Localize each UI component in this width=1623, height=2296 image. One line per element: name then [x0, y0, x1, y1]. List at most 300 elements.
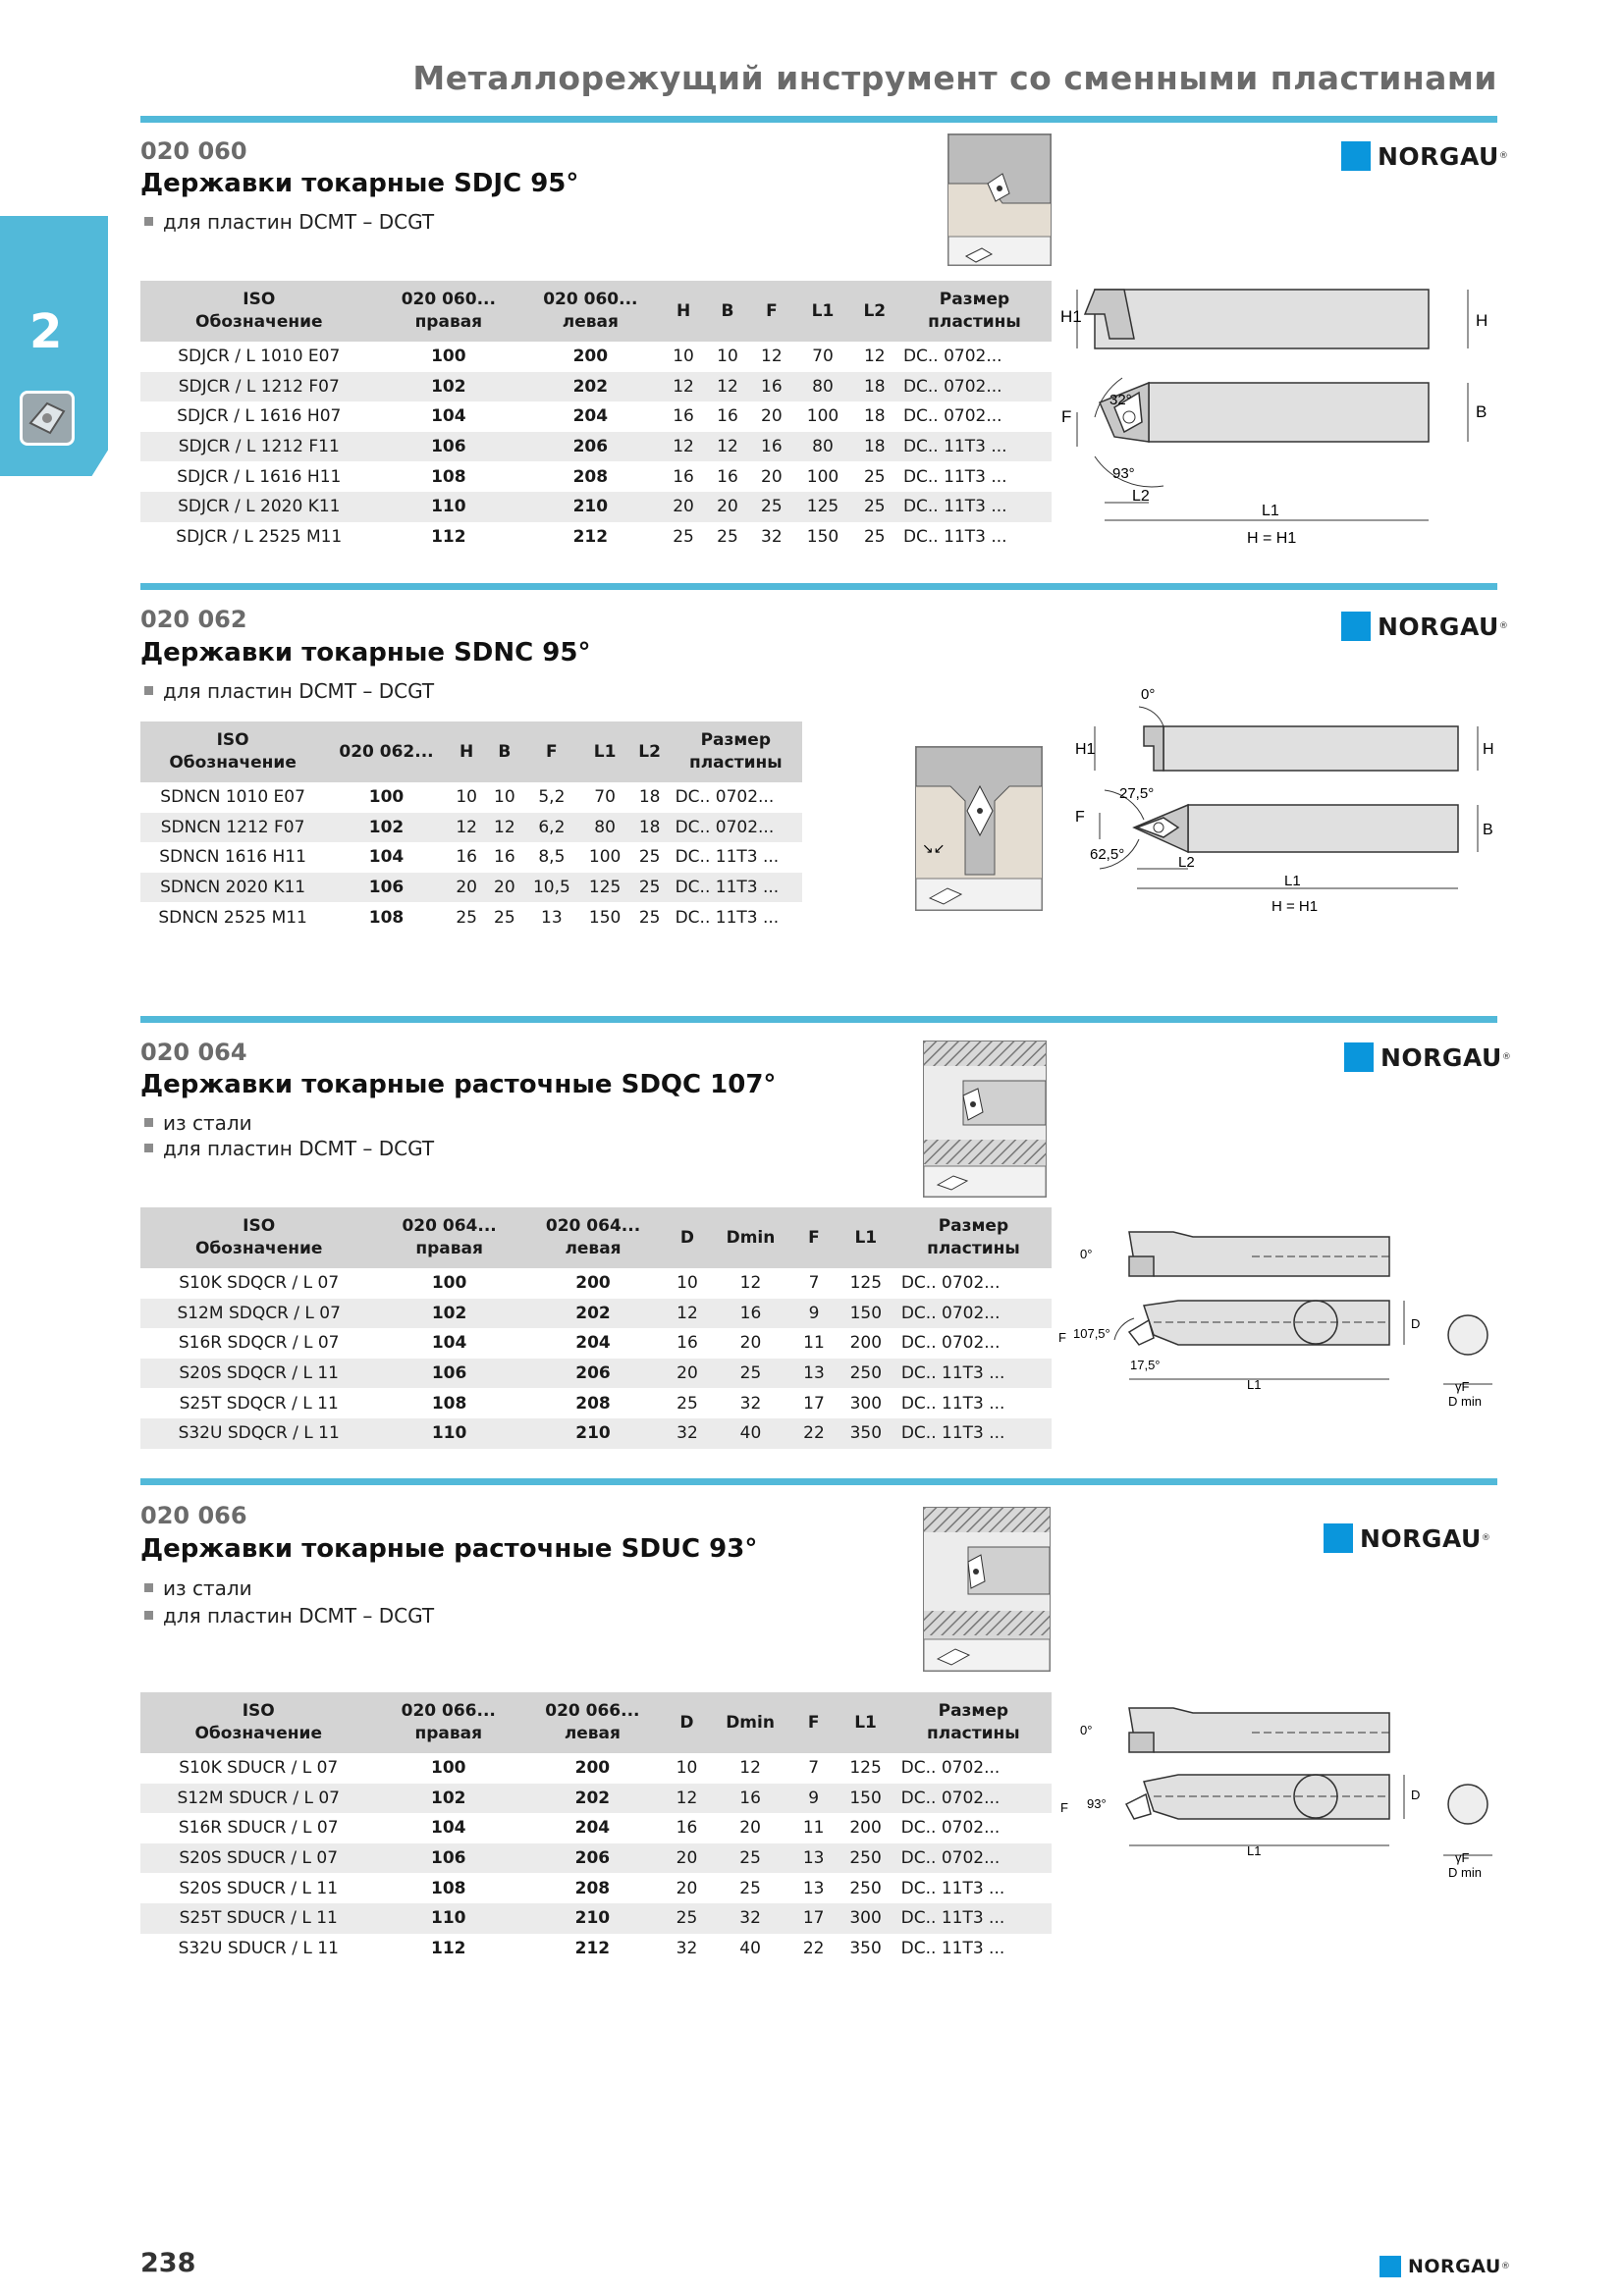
table-cell: SDNCN 1010 E07	[160, 787, 305, 808]
table-cell: 110	[376, 1903, 520, 1934]
table-cell: 32	[739, 1393, 762, 1414]
col-iso: ISO Обозначение	[140, 281, 378, 342]
spec-table	[140, 281, 1052, 552]
table-cell: 104	[431, 406, 466, 427]
table-cell: 104	[368, 847, 405, 868]
table-cell: 13	[791, 1843, 837, 1874]
table-cell: 17	[803, 1393, 825, 1414]
col-iso: ISO Обозначение	[140, 721, 325, 782]
col-h: H	[448, 721, 486, 782]
section-title: Державки токарные SDNC 95°	[140, 638, 591, 667]
dim-l1-label: L1	[1284, 873, 1301, 889]
col-l1: L1	[836, 1692, 894, 1753]
table-cell: 350	[837, 1418, 895, 1449]
table-row	[140, 1843, 1052, 1874]
table-cell: 18	[852, 372, 897, 402]
table-cell: S25T SDUCR / L 11	[140, 1903, 376, 1934]
table-cell: 104	[431, 1818, 466, 1839]
table-row	[140, 1268, 1052, 1299]
table-cell: 110	[377, 1418, 520, 1449]
table-cell: DC.. 11T3 ...	[895, 1359, 1052, 1389]
dim-f-label: F	[1075, 809, 1085, 826]
table-cell: 210	[520, 1903, 665, 1934]
dim-b-label: B	[1483, 822, 1493, 838]
table-cell: 80	[793, 372, 851, 402]
table-cell: 25	[665, 1903, 710, 1934]
table-cell: 12	[485, 813, 523, 843]
table-cell: 16	[456, 847, 477, 868]
table-cell: 7	[808, 1273, 820, 1294]
table-cell: DC.. 11T3 ...	[897, 432, 1052, 462]
col-l1: L1	[793, 281, 851, 342]
table-cell: 300	[849, 1393, 883, 1414]
table-cell: 12	[706, 372, 750, 402]
dim-equation-label: H = H1	[1271, 898, 1319, 915]
table-row	[140, 342, 1052, 372]
dim-equation-label: H = H1	[1247, 530, 1297, 547]
table-cell: 9	[791, 1299, 836, 1329]
col-iso: ISO Обозначение	[140, 1692, 376, 1753]
table-cell: 18	[630, 813, 670, 843]
table-cell: 250	[836, 1843, 894, 1874]
table-cell: 16	[676, 1818, 698, 1839]
table-cell: 25	[852, 492, 897, 522]
table-cell: SDJCR / L 1010 E07	[178, 347, 341, 367]
table-cell: 25	[739, 1878, 761, 1898]
table-cell: 110	[378, 492, 520, 522]
dim-l2-label: L2	[1178, 854, 1195, 871]
section-code: 020 066	[140, 1502, 247, 1529]
table-cell: 208	[572, 466, 609, 487]
table-cell: 25	[494, 907, 515, 928]
table-cell: 202	[521, 1299, 665, 1329]
table-cell: 32	[676, 1938, 698, 1958]
table-cell: DC.. 0702...	[670, 813, 802, 843]
table-cell: 16	[673, 406, 694, 427]
table-cell: DC.. 11T3 ...	[895, 1418, 1052, 1449]
table-cell: 106	[376, 1843, 520, 1874]
table-cell: 204	[574, 1818, 611, 1839]
table-cell: SDJCR / L 1212 F11	[140, 432, 378, 462]
table-cell: SDJCR / L 1212 F07	[140, 372, 378, 402]
table-cell: SDNCN 1616 H11	[159, 847, 306, 868]
table-cell: 16	[494, 847, 515, 868]
table-row	[140, 1873, 1052, 1903]
table-cell: S20S SDUCR / L 11	[179, 1878, 339, 1898]
table-cell: 12	[761, 347, 783, 367]
col-code: 020 062...	[325, 721, 448, 782]
table-cell: SDJCR / L 1616 H11	[177, 466, 342, 487]
table-cell: DC.. 0702...	[895, 1784, 1052, 1814]
table-cell: 25	[456, 907, 477, 928]
norgau-logo: NORGAU ®	[1344, 1042, 1511, 1072]
holder-thumbnail	[923, 1041, 1047, 1198]
spec-table	[140, 1692, 1052, 1963]
col-f: F	[791, 1692, 837, 1753]
table-cell: 10	[456, 787, 477, 808]
table-cell: 25	[709, 1843, 791, 1874]
table-cell: 80	[793, 432, 851, 462]
table-cell: 8,5	[538, 847, 566, 868]
table-row	[140, 1388, 1052, 1418]
dim-l1-label: L1	[1262, 503, 1279, 519]
table-cell: 20	[739, 1333, 762, 1354]
sdjc-dimension-drawing	[1055, 275, 1517, 560]
table-row	[140, 1328, 1052, 1359]
table-cell: 100	[431, 1758, 466, 1779]
table-row	[140, 401, 1052, 432]
table-cell: 9	[791, 1784, 837, 1814]
dim-d-label: D	[1411, 1316, 1421, 1331]
table-cell: 102	[378, 372, 520, 402]
page-title: Металлорежущий инструмент со сменными пластинами	[412, 59, 1497, 97]
table-cell: 20	[448, 873, 486, 903]
table-header-row	[140, 281, 1052, 342]
table-cell: DC.. 0702...	[900, 1273, 1001, 1294]
table-row	[140, 461, 1052, 492]
table-row	[140, 1359, 1052, 1389]
table-row	[140, 1299, 1052, 1329]
section-rule	[140, 583, 1497, 590]
table-cell: 250	[837, 1359, 895, 1389]
col-insert-size: Размер пластины	[897, 281, 1052, 342]
section-title: Державки токарные расточные SDQC 107°	[140, 1070, 777, 1099]
table-cell: DC.. 11T3 ...	[895, 1903, 1052, 1934]
table-cell: 11	[803, 1333, 825, 1354]
table-cell: 100	[431, 347, 466, 367]
table-row	[140, 873, 802, 903]
table-cell: 200	[574, 1758, 611, 1779]
table-cell: 125	[849, 1273, 883, 1294]
table-cell: 350	[849, 1938, 882, 1958]
dim-f-label: F	[1060, 1800, 1068, 1815]
table-cell: DC.. 0702...	[675, 787, 775, 808]
col-insert-size: Размер пластины	[670, 721, 802, 782]
table-cell: 20	[761, 466, 783, 487]
table-cell: 212	[572, 526, 609, 547]
col-l1: L1	[837, 1207, 895, 1268]
table-cell: SDNCN 2020 K11	[140, 873, 325, 903]
angle-label: 27,5°	[1119, 785, 1155, 802]
table-cell: 25	[717, 526, 738, 547]
table-cell: DC.. 11T3 ...	[675, 907, 780, 928]
dim-l2-label: L2	[1132, 488, 1150, 505]
table-cell: 25	[863, 466, 886, 487]
angle-label: 93°	[1112, 465, 1135, 482]
dim-dmin-label: D min	[1448, 1394, 1482, 1409]
table-cell: 25	[630, 873, 670, 903]
table-cell: S16R SDUCR / L 07	[178, 1818, 339, 1839]
table-cell: S10K SDQCR / L 07	[179, 1273, 340, 1294]
spec-table	[140, 1207, 1052, 1449]
angle-label: 17,5°	[1130, 1358, 1161, 1372]
dim-dmin-label: D min	[1448, 1865, 1482, 1880]
table-cell: 6,2	[523, 813, 579, 843]
table-cell: SDNCN 2525 M11	[158, 907, 307, 928]
col-dmin: Dmin	[710, 1207, 792, 1268]
table-cell: 20	[662, 492, 706, 522]
sdqc-dimension-drawing	[1055, 1212, 1507, 1428]
table-cell: DC.. 11T3 ...	[900, 1878, 1005, 1898]
section-code: 020 064	[140, 1039, 247, 1066]
table-cell: 12	[665, 1784, 710, 1814]
col-d: D	[665, 1207, 709, 1268]
dim-h1-label: H1	[1075, 741, 1096, 758]
table-cell: DC.. 11T3 ...	[900, 1938, 1005, 1958]
col-dmin: Dmin	[709, 1692, 791, 1753]
angle-label: 32°	[1109, 392, 1132, 408]
table-row	[140, 492, 1052, 522]
table-cell: 206	[520, 1843, 665, 1874]
svg-text:↘↙: ↘↙	[922, 840, 946, 856]
norgau-logo: NORGAU ®	[1324, 1523, 1490, 1553]
table-row	[140, 1753, 1052, 1784]
table-cell: 18	[852, 432, 897, 462]
table-cell: 20	[665, 1359, 709, 1389]
table-cell: DC.. 11T3 ...	[902, 526, 1007, 547]
table-cell: 200	[572, 347, 609, 367]
table-cell: 200	[849, 1818, 882, 1839]
table-cell: 212	[574, 1938, 611, 1958]
table-cell: 104	[431, 1333, 467, 1354]
table-cell: DC.. 11T3 ...	[675, 847, 780, 868]
table-cell: 11	[802, 1818, 825, 1839]
table-cell: 200	[575, 1273, 611, 1294]
table-cell: S16R SDQCR / L 07	[178, 1333, 340, 1354]
table-cell: 13	[802, 1878, 825, 1898]
table-cell: 16	[709, 1784, 791, 1814]
table-cell: 150	[836, 1784, 894, 1814]
table-cell: S10K SDUCR / L 07	[179, 1758, 339, 1779]
table-cell: 100	[806, 466, 839, 487]
table-cell: 12	[739, 1273, 762, 1294]
table-cell: 20	[739, 1818, 761, 1839]
table-cell: 20	[665, 1843, 710, 1874]
angle-label: 93°	[1087, 1796, 1107, 1811]
table-cell: S25T SDQCR / L 11	[179, 1393, 339, 1414]
table-cell: 108	[431, 1878, 466, 1898]
table-cell: 150	[588, 907, 622, 928]
table-cell: 20	[676, 1878, 698, 1898]
table-cell: 206	[519, 432, 662, 462]
table-cell: 102	[377, 1299, 520, 1329]
section-code: 020 060	[140, 137, 247, 165]
table-cell: 70	[594, 787, 616, 808]
dim-h1-label: H1	[1060, 307, 1082, 326]
table-cell: DC.. 0702...	[902, 347, 1002, 367]
table-cell: 16	[717, 466, 738, 487]
sduc-dimension-drawing	[1055, 1688, 1507, 1895]
table-cell: SDJCR / L 1616 H07	[177, 406, 342, 427]
table-cell: 112	[431, 526, 466, 547]
table-cell: 16	[676, 1333, 698, 1354]
table-header-row	[140, 1692, 1052, 1753]
table-row	[140, 1784, 1052, 1814]
col-l2: L2	[852, 281, 897, 342]
angle-label: 107,5°	[1073, 1326, 1110, 1341]
table-cell: 16	[673, 466, 694, 487]
table-cell: 12	[665, 1299, 709, 1329]
col-left: 020 060... левая	[519, 281, 662, 342]
table-cell: 17	[791, 1903, 837, 1934]
table-cell: 10	[717, 347, 738, 367]
table-cell: 13	[541, 907, 563, 928]
section-code: 020 062	[140, 606, 247, 633]
table-cell: 202	[520, 1784, 665, 1814]
dim-gamma-f-label: γF	[1455, 1379, 1470, 1394]
table-cell: 102	[325, 813, 448, 843]
table-row	[140, 1813, 1052, 1843]
table-cell: 100	[431, 1273, 467, 1294]
table-cell: 80	[580, 813, 630, 843]
table-cell: 16	[749, 432, 793, 462]
table-cell: 16	[749, 372, 793, 402]
col-left: 020 066... левая	[520, 1692, 665, 1753]
header-rule	[140, 116, 1497, 123]
dim-gamma-f-label: γF	[1455, 1850, 1470, 1865]
dim-d-label: D	[1411, 1788, 1421, 1802]
page-number: 238	[140, 2248, 196, 2278]
table-cell: 204	[572, 406, 609, 427]
dim-b-label: B	[1476, 402, 1488, 421]
angle-label: 0°	[1080, 1247, 1093, 1261]
section-title: Державки токарные расточные SDUC 93°	[140, 1534, 758, 1564]
table-cell: SDNCN 1212 F07	[140, 813, 325, 843]
section-title: Державки токарные SDJC 95°	[140, 169, 579, 198]
col-iso: ISO Обозначение	[140, 1207, 377, 1268]
table-cell: DC.. 11T3 ...	[902, 466, 1007, 487]
table-cell: S32U SDUCR / L 11	[178, 1938, 339, 1958]
dim-h-label: H	[1476, 311, 1488, 330]
table-cell: 106	[325, 873, 448, 903]
table-cell: 108	[431, 1393, 467, 1414]
dim-f-label: F	[1058, 1330, 1066, 1345]
section-rule	[140, 1016, 1497, 1023]
table-cell: 100	[588, 847, 622, 868]
table-cell: 10,5	[523, 873, 579, 903]
table-row	[140, 432, 1052, 462]
table-cell: 25	[863, 526, 886, 547]
col-h: H	[662, 281, 706, 342]
angle-label: 0°	[1080, 1723, 1093, 1737]
bullet-item: из стали	[144, 1576, 252, 1600]
table-cell: 208	[575, 1393, 611, 1414]
table-cell: DC.. 0702...	[902, 406, 1002, 427]
col-f: F	[749, 281, 793, 342]
table-cell: 12	[662, 432, 706, 462]
col-d: D	[665, 1692, 710, 1753]
section-rule	[140, 1478, 1497, 1485]
table-cell: 25	[676, 1393, 698, 1414]
norgau-footer-logo: NORGAU ®	[1380, 2256, 1510, 2277]
table-cell: S12M SDQCR / L 07	[140, 1299, 377, 1329]
table-cell: DC.. 0702...	[897, 372, 1052, 402]
table-cell: 106	[378, 432, 520, 462]
table-row	[140, 522, 1052, 553]
table-cell: 13	[791, 1359, 836, 1389]
dim-l1-label: L1	[1247, 1377, 1262, 1392]
table-cell: 202	[519, 372, 662, 402]
table-cell: 100	[368, 787, 405, 808]
table-cell: S12M SDUCR / L 07	[140, 1784, 376, 1814]
col-right: 020 066... правая	[376, 1692, 520, 1753]
table-cell: 25	[673, 526, 694, 547]
col-f: F	[523, 721, 579, 782]
table-cell: 300	[836, 1903, 894, 1934]
table-cell: 100	[806, 406, 839, 427]
table-cell: 32	[709, 1903, 791, 1934]
table-cell: 25	[638, 907, 661, 928]
dim-l1-label: L1	[1247, 1843, 1262, 1858]
table-cell: 12	[739, 1758, 761, 1779]
table-cell: 25	[710, 1359, 792, 1389]
chapter-number: 2	[29, 304, 63, 359]
table-row	[140, 1418, 1052, 1449]
table-cell: 10	[676, 1758, 698, 1779]
table-cell: 5,2	[538, 787, 566, 808]
table-cell: 25	[638, 847, 661, 868]
dim-f-label: F	[1061, 407, 1072, 426]
table-cell: 210	[519, 492, 662, 522]
table-cell: 22	[802, 1938, 825, 1958]
table-row	[140, 1934, 1052, 1964]
table-cell: SDJCR / L 2525 M11	[176, 526, 343, 547]
table-cell: 206	[521, 1359, 665, 1389]
table-cell: 18	[863, 406, 886, 427]
table-cell: 32	[665, 1418, 709, 1449]
col-left: 020 064... левая	[521, 1207, 665, 1268]
col-l2: L2	[630, 721, 670, 782]
table-cell: 125	[580, 873, 630, 903]
table-cell: DC.. 0702...	[900, 1333, 1001, 1354]
table-cell: DC.. 0702...	[900, 1818, 1001, 1839]
holder-thumbnail	[923, 1507, 1051, 1672]
col-b: B	[485, 721, 523, 782]
norgau-logo: NORGAU ®	[1341, 612, 1508, 641]
table-cell: SDJCR / L 2020 K11	[140, 492, 378, 522]
table-cell: DC.. 11T3 ...	[897, 492, 1052, 522]
holder-thumbnail	[947, 133, 1052, 266]
bullet-item: для пластин DCMT – DCGT	[144, 1137, 434, 1160]
table-cell: 22	[791, 1418, 836, 1449]
bullet-item: для пластин DCMT – DCGT	[144, 1604, 434, 1628]
table-cell: 40	[739, 1938, 761, 1958]
table-cell: DC.. 0702...	[895, 1843, 1052, 1874]
table-cell: S20S SDQCR / L 11	[140, 1359, 377, 1389]
table-row	[140, 902, 802, 933]
table-cell: DC.. 0702...	[895, 1299, 1052, 1329]
spec-table	[140, 721, 802, 933]
table-cell: DC.. 11T3 ...	[900, 1393, 1005, 1414]
sdnc-dimension-drawing	[1070, 682, 1512, 928]
table-cell: DC.. 11T3 ...	[670, 873, 802, 903]
table-row	[140, 372, 1052, 402]
table-header-row	[140, 1207, 1052, 1268]
table-cell: 112	[431, 1938, 466, 1958]
col-b: B	[706, 281, 750, 342]
table-row	[140, 842, 802, 873]
table-cell: 125	[793, 492, 851, 522]
col-f: F	[791, 1207, 836, 1268]
table-cell: 210	[521, 1418, 665, 1449]
table-cell: 10	[673, 347, 694, 367]
table-cell: 208	[574, 1878, 611, 1898]
table-cell: 20	[485, 873, 523, 903]
table-cell: 102	[376, 1784, 520, 1814]
bullet-item: для пластин DCMT – DCGT	[144, 210, 434, 234]
table-header-row	[140, 721, 802, 782]
table-cell: 150	[837, 1299, 895, 1329]
